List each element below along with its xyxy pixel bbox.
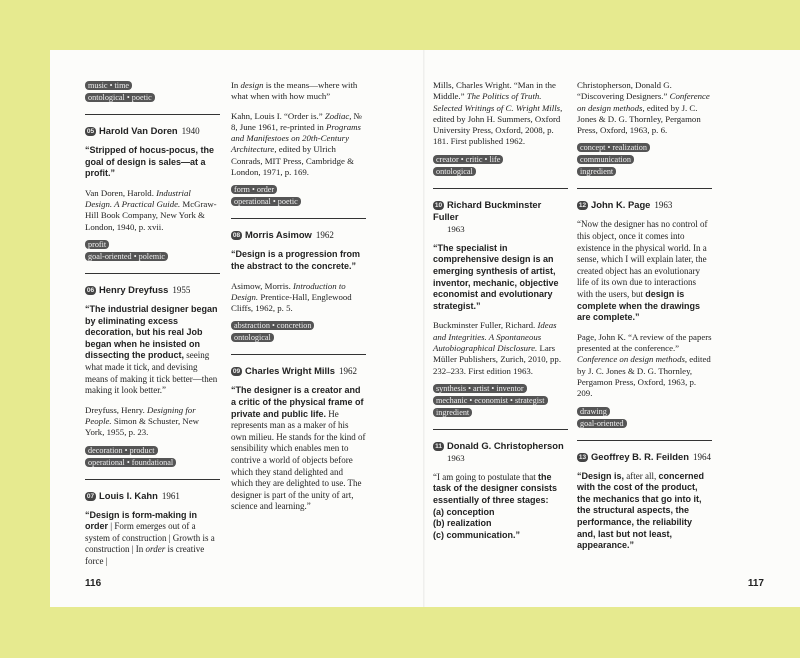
entry-number: 09 [232, 368, 241, 376]
quote: “Now the designer has no control of this object, once it comes into existence in the physical world. In a sense, which I will explain later, the created object has an evolutionary life of its own due to interactions with the users, but design is complete when the drawings are complete.” [577, 219, 708, 323]
tag: synthesis • artist • inventor [433, 384, 527, 393]
right-column-2 [577, 80, 712, 560]
reference: Van Doren, Harold. Industrial Design. A Practical Guide. McGraw-Hill Book Company, New York & London, 1940, p. xvii. [85, 187, 217, 232]
quote: “The designer is a creator and a critic of the physical frame of private and public life. He represents man as a maker of his own milieu. He stands for the kind of sensibility which enables men to contrive a world of objects before which they stand delighted and which they are delighted to use. The designer is part of the unity of art, science and learning.” [231, 385, 366, 512]
tag: profit [85, 240, 109, 249]
author-name: John K. Page [591, 199, 651, 211]
page-number: 117 [747, 578, 764, 589]
entry-number: 11 [433, 442, 444, 451]
divider [577, 188, 712, 189]
entry-tags [85, 239, 220, 263]
reference: Mills, Charles Wright. “Man in the Middle.” The Politics of Truth. Selected Writings of C. Wright Mills, edited by John H. Summers, Oxford University Press, Oxford, 2008, p. 181. First published 1962. [433, 80, 563, 147]
entry-year: 1964 [692, 451, 711, 462]
top-tags [85, 80, 220, 104]
tag: form • order [231, 185, 277, 194]
tag: creator • critic • life [433, 155, 503, 164]
tag: operational • foundational [85, 458, 176, 467]
entry-number: 06 [86, 286, 95, 294]
list-item: (a) conception [433, 506, 495, 517]
page-number: 116 [85, 578, 102, 589]
tag: ontological • poetic [85, 93, 155, 102]
entry-year: 1961 [161, 490, 180, 501]
entry-year: 1940 [181, 126, 200, 136]
left-page [50, 50, 425, 607]
entry-heading [85, 125, 220, 137]
entry-number: 10 [434, 201, 443, 209]
author-name: Geoffrey B. R. Feilden [591, 450, 689, 462]
entry-heading [577, 199, 712, 211]
tag: mechanic • economist • strategist [433, 396, 548, 405]
reference: Christopherson, Donald G. “Discovering Designers.” Conference on design methods, edited by J. C. Jones & D. G. Thornley, Pergamon Press, Oxford, 1963, p. 6. [577, 80, 710, 136]
list-item: (c) communication.” [433, 529, 521, 540]
tag: concept • realization [577, 143, 650, 152]
entry-year: 1955 [172, 284, 191, 295]
divider [231, 354, 366, 355]
tag: abstraction • concretion [231, 321, 314, 330]
entry-number: 08 [232, 232, 241, 240]
reference: Dreyfuss, Henry. Designing for People. Simon & Schuster, New York, 1955, p. 23. [85, 404, 199, 438]
author-name: Harold Van Doren [99, 125, 178, 136]
divider [85, 114, 220, 115]
entry-tags [433, 154, 568, 178]
divider [231, 218, 366, 219]
entry-number: 12 [578, 202, 587, 210]
tag: music • time [85, 81, 132, 90]
entry-number: 05 [86, 128, 95, 135]
reference: Kahn, Louis I. “Order is.” Zodiac, № 8, June 1961, re-printed in Programs and Manifestoes on 20th-Century Architecture, edited by Ulrich Conrads, MIT Press, Cambridge & London, 1971, p. 169. [231, 110, 363, 178]
entry-heading [433, 440, 568, 464]
divider [433, 188, 568, 189]
tag: ingredient [577, 167, 616, 176]
entry-year: 1963 [447, 452, 465, 463]
entry-year: 1963 [654, 200, 673, 211]
quote: “The industrial designer began by eliminating excess decoration, but his real Job began when he insisted on dissecting the product, seeing what made it tick, and devising means of making it tick better—then making it look better.” [85, 303, 218, 396]
author-name: Henry Dreyfuss [99, 283, 169, 295]
reference: Buckminster Fuller, Richard. Ideas and Integrities. A Spontaneous Autobiographical Disclosure. Lars Müller Publishers, Zurich, 2010, pp. 232–233. First edition 1963. [433, 320, 562, 376]
entry-heading [85, 490, 220, 502]
entry-tags [433, 383, 568, 419]
entry-tags [577, 142, 712, 178]
tag: communication [577, 155, 634, 164]
quote: “The specialist in comprehensive design is an emerging synthesis of artist, inventor, mechanic, objective economist and evolutionary strategist.” [433, 242, 559, 311]
tag: ontological [231, 333, 274, 342]
quote: “Design is, after all, concerned with the cost of the product, the mechanics that go into it, the structural aspects, the performance, the reliability and, last but not least, appearance.” [577, 470, 705, 551]
quote: “Stripped of hocus-pocus, the goal of design is sales—at a profit.” [85, 145, 215, 179]
tag: operational • poetic [231, 197, 301, 206]
author-name: Louis I. Kahn [99, 489, 158, 501]
entry-heading [85, 284, 220, 296]
quote: “Design is form-making in order | Form emerges out of a system of construction | Growth is a construction | In order is creative force | [85, 509, 215, 566]
entry-year: 1963 [447, 223, 465, 234]
entry-year: 1962 [338, 366, 357, 377]
entry-heading [231, 229, 366, 241]
divider [433, 429, 568, 430]
entry-heading [231, 365, 366, 377]
divider [577, 440, 712, 441]
entry-tags [231, 184, 366, 208]
entry-year: 1962 [315, 230, 334, 241]
divider [85, 479, 220, 480]
reference: Asimow, Morris. Introduction to Design. Prentice-Hall, Englewood Cliffs, 1962, p. 5. [231, 280, 352, 314]
entry-number: 13 [578, 453, 587, 461]
list-item: (b) realization [433, 518, 492, 529]
right-column-1 [433, 80, 568, 549]
author-name: Donald G. Christopherson [447, 439, 564, 451]
divider [85, 273, 220, 274]
reference: Page, John K. “A review of the papers presented at the conference.” Conference on design methods, edited by J. C. Jones & D. G. Thornley, Pergamon Press, Oxford, 1963, p. 209. [577, 331, 712, 399]
entry-number: 07 [86, 492, 95, 500]
author-name: Richard Buckminster Fuller [433, 198, 542, 222]
tag: ingredient [433, 408, 472, 417]
tag: drawing [577, 407, 610, 416]
author-name: Morris Asimow [245, 229, 312, 241]
entry-heading [433, 199, 568, 235]
left-column-2 [231, 80, 366, 521]
quote: “I am going to postulate that the task of the designer consists essentially of three stages: (a) conception (b) realization (c) communication.” [433, 471, 558, 540]
entry-tags [85, 445, 220, 469]
tag: goal-oriented • polemic [85, 252, 168, 261]
tag: ontological [433, 167, 476, 176]
tag: goal-oriented [577, 419, 627, 428]
quote-continuation: In design is the means—where with what when with how much” [231, 80, 358, 102]
entry-tags [231, 320, 366, 344]
author-name: Charles Wright Mills [245, 365, 335, 377]
entry-tags [577, 406, 712, 430]
quote: “Design is a progression from the abstract to the concrete.” [231, 249, 361, 271]
left-column-1 [85, 80, 220, 576]
tag: decoration • product [85, 446, 158, 455]
entry-heading [577, 451, 712, 463]
right-page [425, 50, 800, 607]
